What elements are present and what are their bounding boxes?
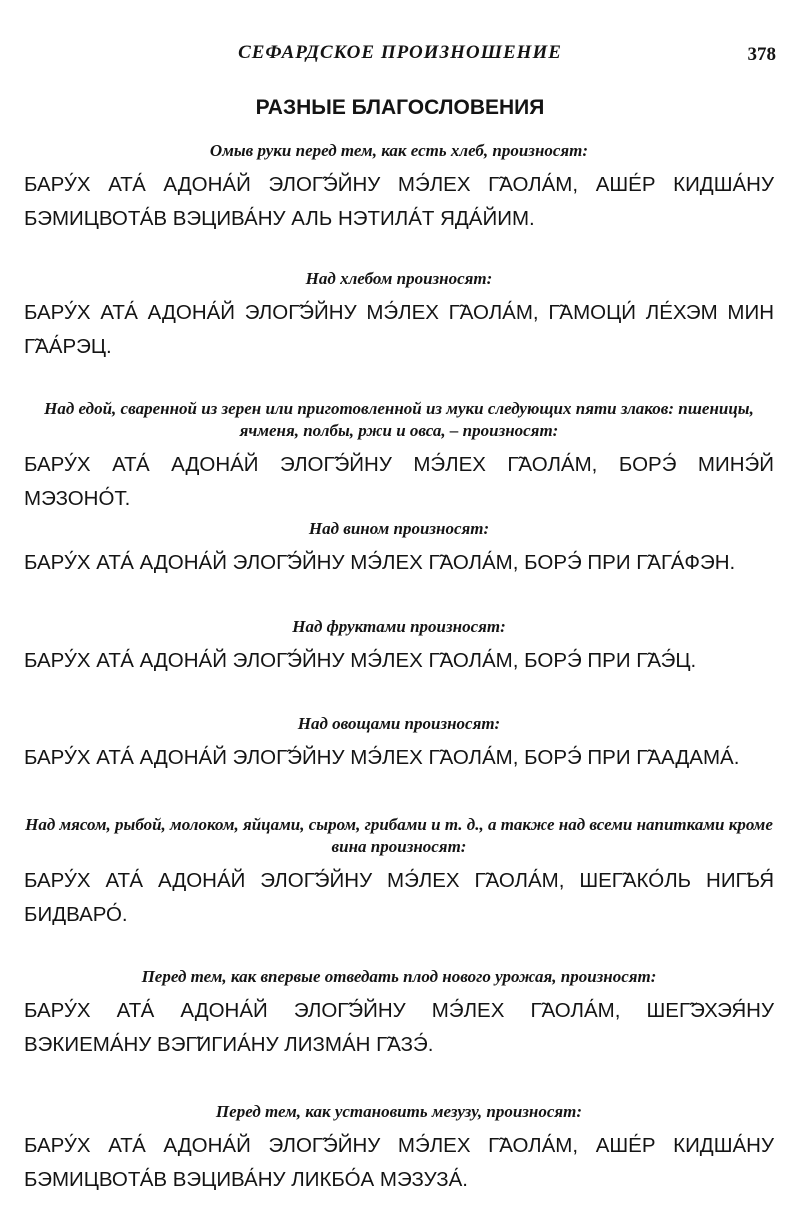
- blessing-intro: Над хлебом произносят:: [305, 269, 493, 288]
- blessing-intro: Над овощами произносят:: [297, 714, 501, 733]
- blessing-bread: [24, 268, 774, 364]
- blessing-intro: Над фруктами произносят:: [292, 617, 506, 636]
- blessing-text: БАРУ́Х АТА́ АДОНА́Й ЭЛОГ̃Э́ЙНУ МЭ́ЛЕХ Г̃АОЛА́М, АШЕ́Р КИДША́НУ БЭМИЦВОТА́В ВЭЦИВА́НУ ЛИКБО́А МЭЗУЗА́.: [24, 1134, 774, 1191]
- blessing-fruits: [24, 616, 774, 678]
- blessing-grain-foods: [24, 398, 774, 516]
- blessing-text: БАРУ́Х АТА́ АДОНА́Й ЭЛОГ̃Э́ЙНУ МЭ́ЛЕХ Г̃АОЛА́М, Г̃АМОЦИ́ ЛЕ́ХЭМ МИН Г̃АА́РЭЦ.: [24, 301, 774, 358]
- blessing-hand-washing: [24, 140, 774, 236]
- blessing-text: БАРУ́Х АТА́ АДОНА́Й ЭЛОГ̃Э́ЙНУ МЭ́ЛЕХ Г̃АОЛА́М, АШЕ́Р КИДША́НУ БЭМИЦВОТА́В ВЭЦИВА́НУ АЛЬ НЭТИЛА́Т ЯДА́ЙИМ.: [24, 173, 774, 230]
- blessing-text: БАРУ́Х АТА́ АДОНА́Й ЭЛОГ̃Э́ЙНУ МЭ́ЛЕХ Г̃АОЛА́М, БОРЭ́ ПРИ Г̃АЭ́Ц.: [24, 649, 697, 672]
- blessing-vegetables: [24, 713, 774, 775]
- running-title: СЕФАРДСКОЕ ПРОИЗНОШЕНИЕ: [238, 42, 562, 63]
- blessing-text: БАРУ́Х АТА́ АДОНА́Й ЭЛОГ̃Э́ЙНУ МЭ́ЛЕХ Г̃АОЛА́М, ШЕГ̃АКО́ЛЬ НИГ̃ЬЯ́ БИДВАРО́.: [24, 869, 774, 926]
- blessing-intro: Над вином произносят:: [308, 519, 490, 538]
- blessing-intro: Перед тем, как установить мезузу, произносят:: [215, 1102, 583, 1121]
- blessing-text: БАРУ́Х АТА́ АДОНА́Й ЭЛОГ̃Э́ЙНУ МЭ́ЛЕХ Г̃АОЛА́М, ШЕГ̃ЭХЭЯ́НУ ВЭКИЕМА́НУ ВЭГ̃ИГИА́НУ ЛИЗМА́Н Г̃АЗЭ́.: [24, 999, 774, 1056]
- blessing-wine: [24, 518, 774, 580]
- blessing-intro: Над едой, сваренной из зерен или приготовленной из муки следующих пяти злаков: пшеницы, ячменя, полбы, ржи и овса, – произносят:: [44, 399, 754, 440]
- blessing-intro: Омыв руки перед тем, как есть хлеб, произносят:: [209, 141, 589, 160]
- blessing-text: БАРУ́Х АТА́ АДОНА́Й ЭЛОГ̃Э́ЙНУ МЭ́ЛЕХ Г̃АОЛА́М, БОРЭ́ ПРИ Г̃ААДАМА́.: [24, 746, 740, 769]
- blessing-text: БАРУ́Х АТА́ АДОНА́Й ЭЛОГ̃Э́ЙНУ МЭ́ЛЕХ Г̃АОЛА́М, БОРЭ́ МИНЭ́Й МЭЗОНО́Т.: [24, 453, 774, 510]
- blessing-other-foods: [24, 814, 774, 932]
- blessing-intro: Над мясом, рыбой, молоком, яйцами, сыром, грибами и т. д., а также над всеми напитками кроме вина произносят:: [25, 815, 773, 856]
- blessing-mezuzah: [24, 1101, 774, 1197]
- blessing-intro: Перед тем, как впервые отведать плод нового урожая, произносят:: [141, 967, 657, 986]
- blessing-text: БАРУ́Х АТА́ АДОНА́Й ЭЛОГ̃Э́ЙНУ МЭ́ЛЕХ Г̃АОЛА́М, БОРЭ́ ПРИ Г̃АГА́ФЭН.: [24, 551, 736, 574]
- section-title: РАЗНЫЕ БЛАГОСЛОВЕНИЯ: [255, 96, 545, 119]
- blessing-new-fruit: [24, 966, 774, 1062]
- page-number: 378: [747, 44, 776, 65]
